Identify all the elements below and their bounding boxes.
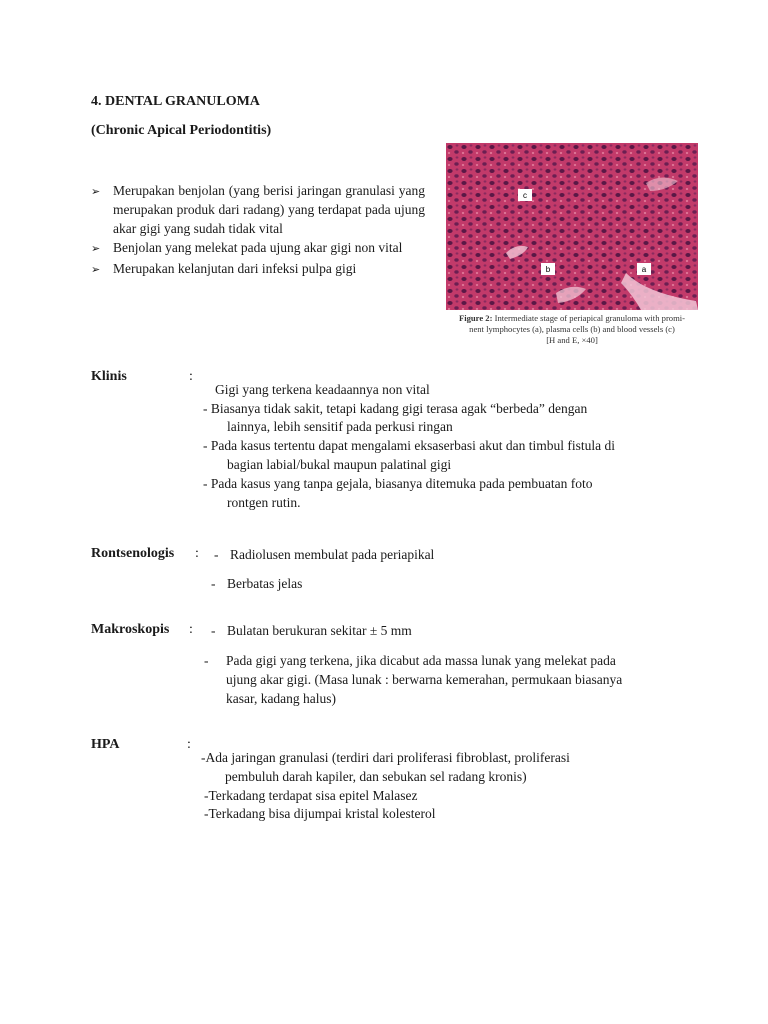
- klinis-line: - Pada kasus yang tanpa gejala, biasanya ditemuka pada pembuatan foto: [203, 476, 593, 491]
- bullet-text: Merupakan kelanjutan dari infeksi pulpa gigi: [113, 261, 357, 276]
- svg-text:c: c: [523, 191, 527, 200]
- caption-lead: Figure 2:: [458, 313, 493, 323]
- makro-item: ujung akar gigi. (Masa lunak : berwarna kemerahan, permukaan biasanya: [226, 672, 623, 687]
- colon: :: [189, 622, 193, 637]
- arrow-bullet-icon: ➢: [91, 264, 101, 276]
- klinis-line: bagian labial/bukal maupun palatinal gigi: [227, 457, 452, 472]
- section-label-hpa: HPA: [91, 737, 120, 752]
- hpa-line: -Ada jaringan granulasi (terdiri dari proliferasi fibroblast, proliferasi: [201, 750, 570, 765]
- hpa-line: -Terkadang bisa dijumpai kristal kolesterol: [204, 806, 436, 821]
- klinis-line: rontgen rutin.: [227, 495, 301, 510]
- figure-caption: [444, 313, 700, 346]
- arrow-bullet-icon: ➢: [91, 243, 101, 255]
- list-item: [91, 181, 425, 238]
- intro-bullet-list: [91, 181, 425, 280]
- page-title: 4. DENTAL GRANULOMA: [91, 94, 260, 109]
- figure-label-b: [541, 263, 555, 275]
- makro-item: kasar, kadang halus): [226, 691, 337, 706]
- makro-item: Pada gigi yang terkena, jika dicabut ada massa lunak yang melekat pada: [226, 653, 616, 668]
- colon: :: [187, 737, 191, 752]
- hpa-line: -Terkadang terdapat sisa epitel Malasez: [204, 788, 418, 803]
- klinis-line: - Biasanya tidak sakit, tetapi kadang gigi terasa agak “berbeda” dengan: [203, 401, 588, 416]
- rontsen-item: Berbatas jelas: [227, 576, 303, 591]
- rontsen-item: Radiolusen membulat pada periapikal: [230, 547, 435, 562]
- makro-dash: -: [204, 653, 209, 668]
- klinis-line: Gigi yang terkena keadaannya non vital: [215, 382, 430, 397]
- hpa-line: pembuluh darah kapiler, dan sebukan sel radang kronis): [225, 769, 527, 784]
- arrow-bullet-icon: ➢: [91, 186, 101, 198]
- tissue-background: [446, 143, 698, 310]
- klinis-line: - Pada kasus tertentu dapat mengalami eksaserbasi akut dan timbul fistula di: [203, 438, 616, 453]
- figure-label-c: [518, 189, 532, 201]
- figure-label-a: [637, 263, 651, 275]
- rontsen-dash: -: [214, 547, 219, 562]
- rontsen-dash: -: [211, 576, 216, 591]
- makro-item: Bulatan berukuran sekitar ± 5 mm: [227, 623, 412, 638]
- caption-line: Intermediate stage of periapical granuloma with promi-: [494, 313, 686, 323]
- section-label-makroskopis: Makroskopis: [91, 622, 170, 637]
- section-label-klinis: Klinis: [91, 369, 127, 384]
- bullet-text: Merupakan benjolan (yang berisi jaringan granulasi yang merupakan produk dari radang) yang terdapat pada ujung akar gigi yang sudah tidak vital: [113, 183, 425, 236]
- list-item: [91, 259, 425, 280]
- list-item: [91, 238, 425, 259]
- colon: :: [189, 369, 193, 384]
- svg-text:b: b: [545, 265, 551, 274]
- caption-line: [H and E, ×40]: [546, 335, 598, 345]
- section-label-rontsenologis: Rontsenologis: [91, 546, 175, 561]
- caption-line: nent lymphocytes (a), plasma cells (b) and blood vessels (c): [469, 324, 675, 334]
- makro-dash: -: [211, 623, 216, 638]
- svg-text:a: a: [641, 265, 647, 274]
- page-subtitle: (Chronic Apical Periodontitis): [91, 123, 272, 138]
- histology-figure: [446, 143, 698, 310]
- klinis-line: lainnya, lebih sensitif pada perkusi ringan: [227, 419, 453, 434]
- colon: :: [195, 546, 199, 561]
- bullet-text: Benjolan yang melekat pada ujung akar gigi non vital: [113, 240, 403, 255]
